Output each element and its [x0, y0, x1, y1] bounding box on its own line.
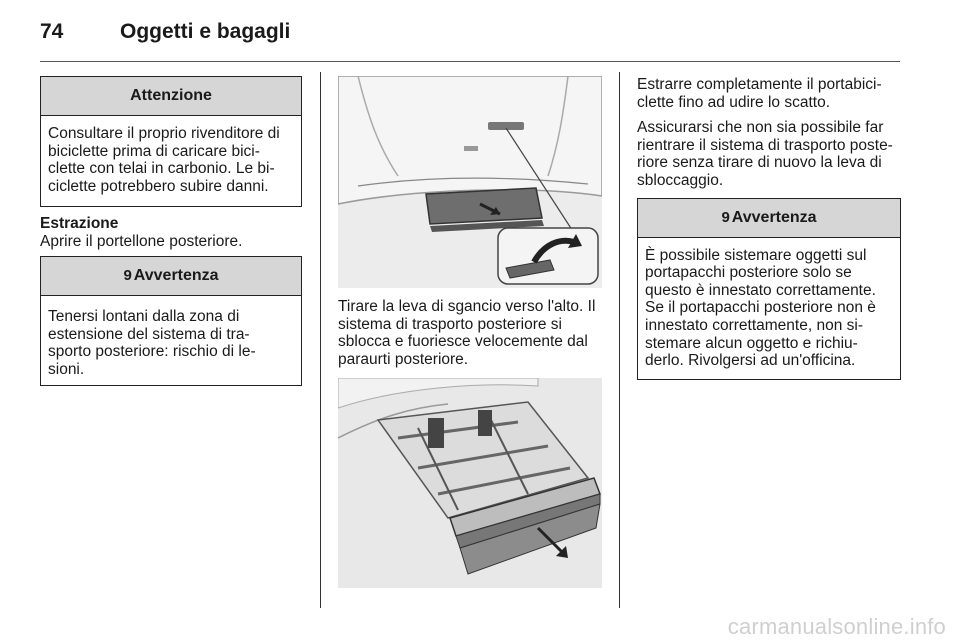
warning-icon: 9 [123, 267, 132, 285]
warning-line: Se il portapacchi posteriore non è [645, 299, 876, 317]
warning-box-2-title: Avvertenza [731, 208, 817, 226]
col2-text-line: sblocca e fuoriesce velocemente dal [338, 333, 588, 351]
warning-box-2-head [638, 199, 900, 238]
column-1 [40, 76, 302, 386]
warning-line: portapacchi posteriore solo se [645, 264, 852, 282]
attention-line: Consultare il proprio rivenditore di [48, 125, 280, 142]
col2-text-line: sistema di trasporto posteriore si [338, 315, 562, 333]
warning-line: È possibile sistemare oggetti sul [645, 246, 867, 264]
warning-icon: 9 [721, 208, 730, 226]
warning-box-2 [637, 198, 901, 380]
col2-text-line: Tirare la leva di sgancio verso l'alto. Il [338, 298, 596, 315]
warning-box-2-body [638, 238, 900, 380]
page-title: Oggetti e bagagli [120, 20, 291, 43]
col3-text-line: Assicurarsi che non sia possibile far [637, 119, 884, 137]
column-3 [637, 76, 901, 380]
warning-line: sporto posteriore: rischio di le- [48, 343, 256, 361]
page-header [40, 14, 900, 58]
attention-line: biciclette prima di caricare bici- [48, 142, 260, 160]
attention-line: clette con telai in carbonio. Le bi- [48, 160, 275, 178]
section-text: Aprire il portellone posteriore. [40, 232, 243, 250]
tailgate-release-lever-illustration-icon [338, 76, 602, 288]
column-divider-2 [619, 72, 620, 608]
rear-carrier-extended-illustration-icon [338, 378, 602, 588]
warning-box-1-body [41, 296, 301, 388]
warning-line: sioni. [48, 360, 85, 378]
attention-line: ciclette potrebbero subire danni. [48, 177, 269, 195]
warning-box-1-head [41, 257, 301, 296]
warning-line: Tenersi lontani dalla zona di [48, 308, 240, 326]
header-divider [40, 61, 900, 62]
col3-text-line: sbloccaggio. [637, 171, 724, 189]
warning-line: stemare alcun oggetto e richiu- [645, 334, 858, 352]
col3-text-line: rientrare il sistema di trasporto poste- [637, 136, 893, 154]
warning-line: estensione del sistema di tra- [48, 325, 250, 343]
warning-box-1-title: Avvertenza [133, 267, 219, 285]
col2-text-line: paraurti posteriore. [338, 350, 469, 368]
warning-line: derlo. Rivolgersi ad un'officina. [645, 352, 856, 370]
figure-rear-carrier [338, 378, 602, 588]
column-2 [338, 76, 604, 588]
attention-box-title: Attenzione [41, 77, 301, 116]
page-number: 74 [40, 20, 64, 43]
column-divider-1 [320, 72, 321, 608]
attention-box-body [41, 116, 301, 205]
attention-box [40, 76, 302, 207]
warning-line: innestato correttamente, non si- [645, 316, 863, 334]
col3-text-line: riore senza tirare di nuovo la leva di [637, 154, 882, 172]
figure-tailgate-lever [338, 76, 602, 288]
warning-line: questo è innestato correttamente. [645, 281, 876, 299]
warning-box-1 [40, 256, 302, 386]
col3-text-line: clette fino ad udire lo scatto. [637, 93, 831, 111]
section-heading: Estrazione [40, 215, 119, 232]
col3-text-line: Estrarre completamente il portabici- [637, 76, 882, 93]
watermark: carmanualsonline.info [727, 614, 946, 639]
